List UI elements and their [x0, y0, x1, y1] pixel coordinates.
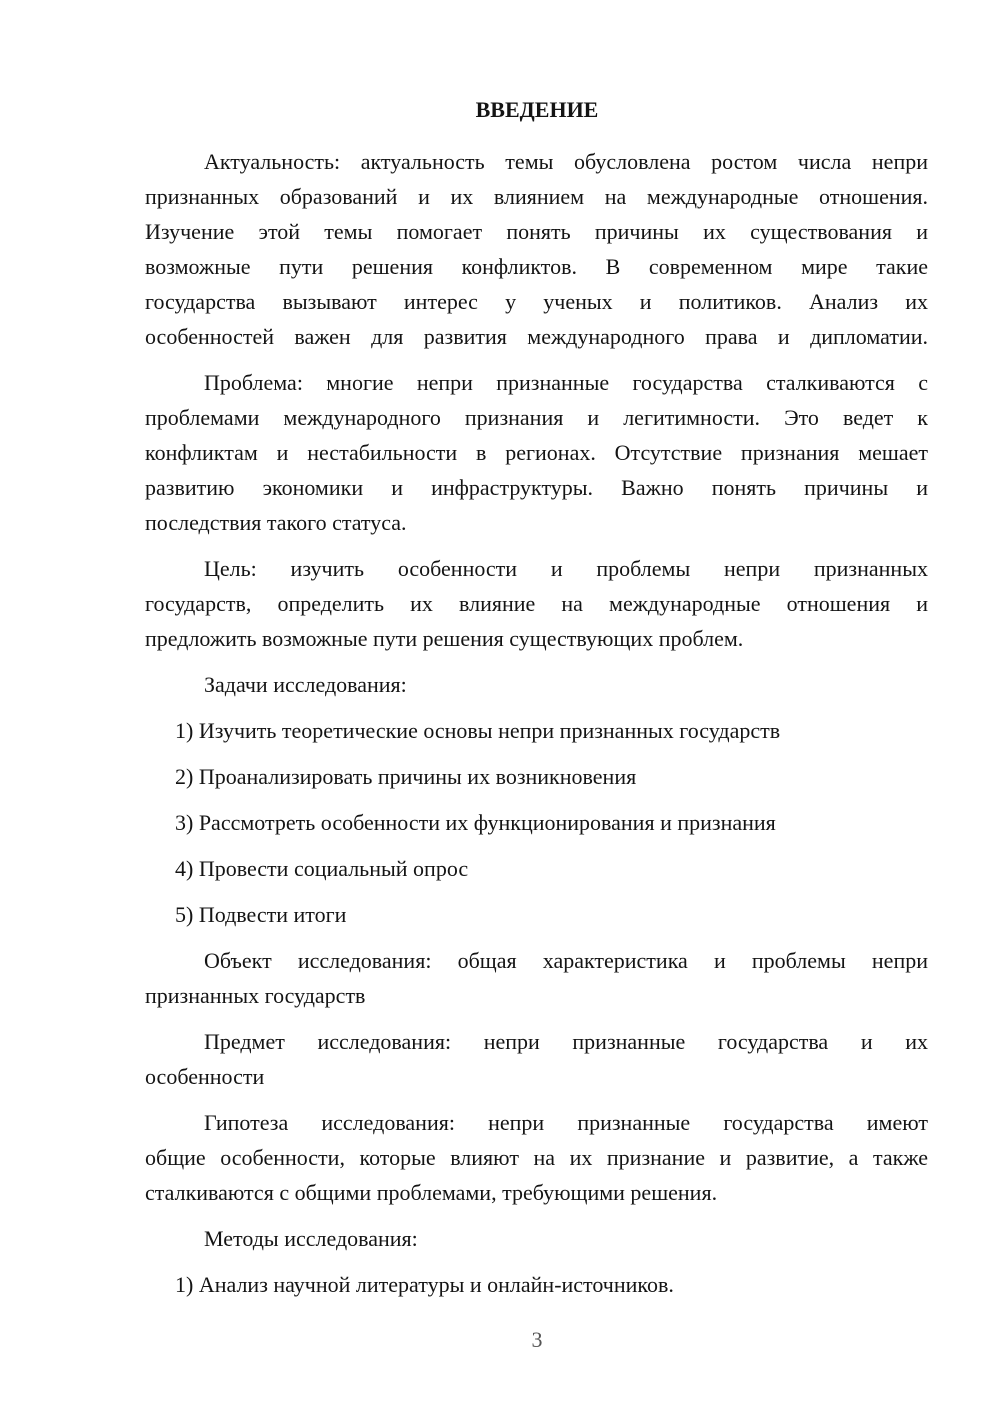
relevance-paragraph	[145, 144, 928, 354]
paragraph-line: государства вызывают интерес у ученых и политиков. Анализ их	[145, 289, 928, 314]
paragraph-line: государств, определить их влияние на международные отношения и	[145, 591, 928, 616]
methods-heading: Методы исследования:	[204, 1226, 418, 1251]
paragraph-line: Изучение этой темы помогает понять причины их существования и	[145, 219, 928, 244]
hypothesis-paragraph	[145, 1105, 928, 1210]
paragraph-line: Объект исследования: общая характеристика и проблемы непри	[204, 948, 928, 973]
task-item: 3) Рассмотреть особенности их функционирования и признания	[175, 810, 776, 835]
paragraph-line: возможные пути решения конфликтов. В современном мире такие	[145, 254, 928, 279]
paragraph-line: предложить возможные пути решения существующих проблем.	[145, 626, 744, 651]
paragraph-line: проблемами международного признания и легитимности. Это ведет к	[145, 405, 928, 430]
tasks-heading: Задачи исследования:	[204, 672, 407, 697]
paragraph-line: Цель: изучить особенности и проблемы непри признанных	[204, 556, 928, 581]
task-item: 1) Изучить теоретические основы непри признанных государств	[175, 718, 781, 743]
page-number: 3	[531, 1327, 543, 1352]
paragraph-line: признанных государств	[145, 983, 366, 1008]
paragraph-line: развитию экономики и инфраструктуры. Важно понять причины и	[145, 475, 928, 500]
subject-paragraph	[145, 1024, 928, 1094]
paragraph-line: признанных образований и их влиянием на международные отношения.	[145, 184, 928, 209]
paragraph-line: Актуальность: актуальность темы обусловлена ростом числа непри	[204, 149, 928, 174]
goal-paragraph	[145, 551, 928, 656]
paragraph-line: Проблема: многие непри признанные государства сталкиваются с	[204, 370, 928, 395]
task-item: 2) Проанализировать причины их возникновения	[175, 764, 637, 789]
paragraph-line: особенностей важен для развития международного права и дипломатии.	[145, 324, 928, 349]
problem-paragraph	[145, 365, 928, 540]
paragraph-line: общие особенности, которые влияют на их признание и развитие, а также	[145, 1145, 928, 1170]
paragraph-line: особенности	[145, 1064, 265, 1089]
document-body	[145, 144, 928, 1313]
task-item: 5) Подвести итоги	[175, 902, 347, 927]
paragraph-line: конфликтам и нестабильности в регионах. Отсутствие признания мешает	[145, 440, 928, 465]
paragraph-line: Гипотеза исследования: непри признанные государства имеют	[204, 1110, 928, 1135]
paragraph-line: последствия такого статуса.	[145, 510, 407, 535]
paragraph-line: Предмет исследования: непри признанные государства и их	[204, 1029, 928, 1054]
task-item: 4) Провести социальный опрос	[175, 856, 469, 881]
object-paragraph	[145, 943, 928, 1013]
page-title: ВВЕДЕНИЕ	[475, 97, 599, 122]
paragraph-line: сталкиваются с общими проблемами, требующими решения.	[145, 1180, 718, 1205]
method-item: 1) Анализ научной литературы и онлайн-источников.	[175, 1272, 674, 1297]
